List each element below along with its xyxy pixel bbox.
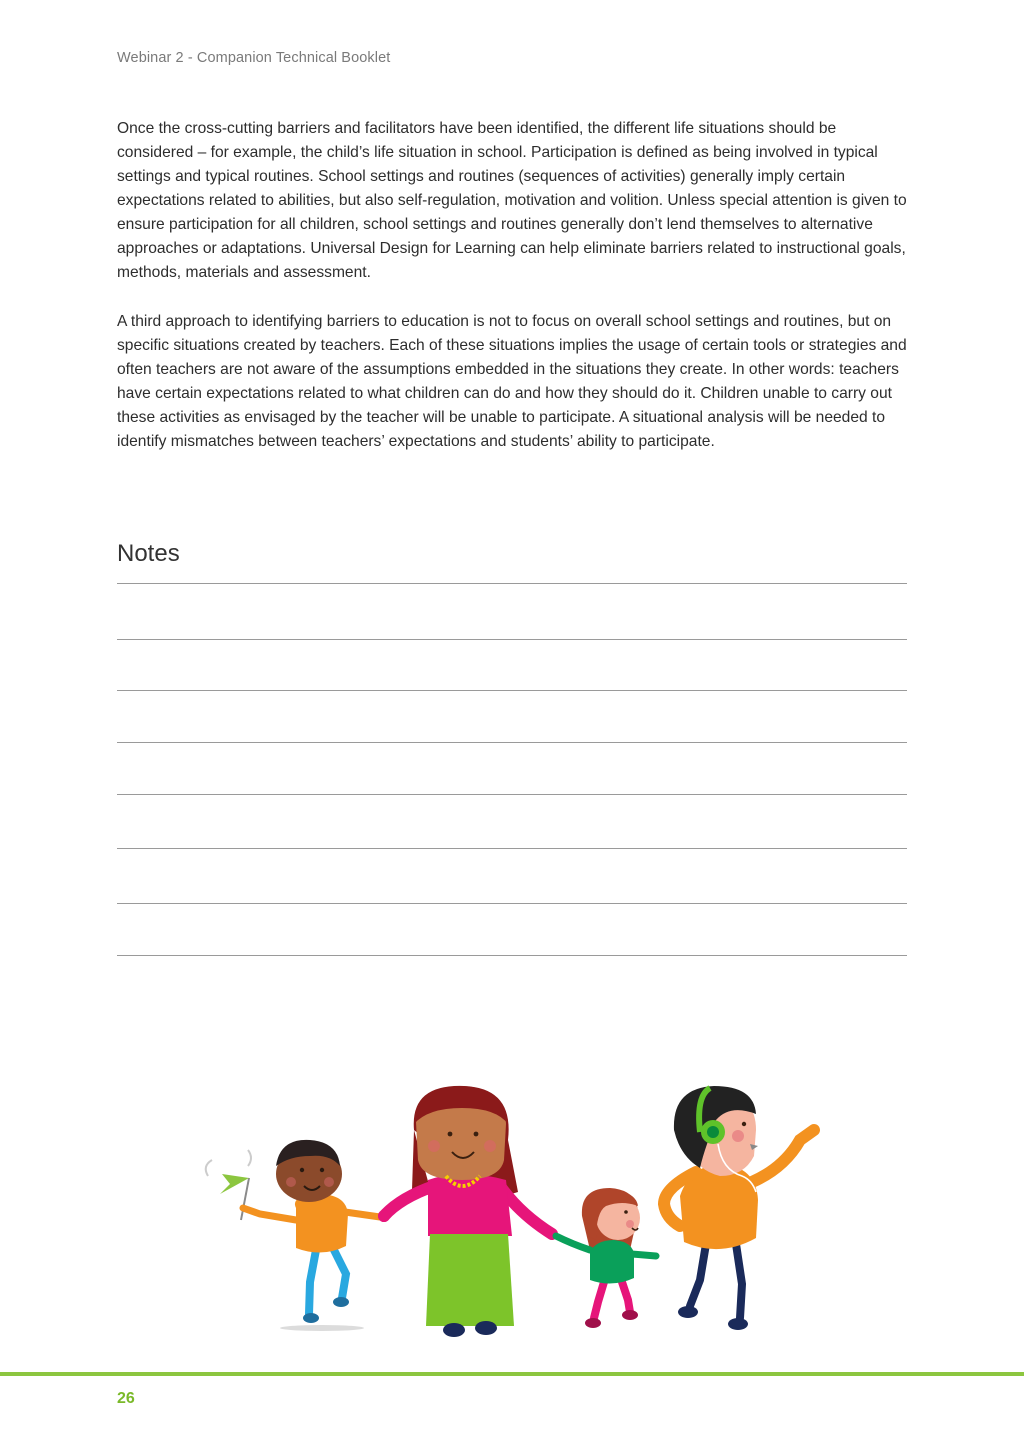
boy-with-flag bbox=[206, 1140, 380, 1323]
notes-line bbox=[117, 794, 907, 795]
notes-heading: Notes bbox=[117, 540, 180, 567]
body-paragraph-1: Once the cross-cutting barriers and facilitators have been identified, the different life situations should be considered – for example, the child’s life situation in school. Participation is defined as being involved in typical settings and typical routines. School settings and routines (sequences of activities) generally imply certain expectations related to abilities, but also self-regulation, motivation and volition. Unless special attention is given to ensure participation for all children, school settings and routines generally don’t lend themselves to alternative approaches or adaptations. Universal Design for Learning can help eliminate barriers related to instructional goals, methods, materials and assessment. bbox=[117, 120, 907, 281]
notes-line bbox=[117, 742, 907, 743]
mother bbox=[378, 1086, 552, 1337]
notes-line bbox=[117, 639, 907, 640]
notes-line bbox=[117, 848, 907, 849]
notes-line bbox=[117, 690, 907, 691]
man-with-headphones bbox=[664, 1086, 814, 1330]
family-illustration bbox=[190, 1070, 840, 1340]
footer-rule bbox=[0, 1372, 1024, 1376]
body-paragraph-2: A third approach to identifying barriers to education is not to focus on overall school settings and routines, but on specific situations created by teachers. Each of these situations implies the usage of certain tools or strategies and often teachers are not aware of the assumptions embedded in the situations they create. In other words: teachers have certain expectations related to what children can do and how they should do it. Children unable to carry out these activities as envisaged by the teacher will be unable to participate. A situational analysis will be needed to identify mismatches between teachers’ expectations and students’ ability to participate. bbox=[117, 313, 907, 450]
page-number: 26 bbox=[117, 1390, 135, 1407]
notes-line bbox=[117, 583, 907, 584]
notes-line bbox=[117, 903, 907, 904]
running-header: Webinar 2 - Companion Technical Booklet bbox=[117, 50, 391, 66]
little-girl bbox=[556, 1188, 656, 1328]
notes-line bbox=[117, 955, 907, 956]
